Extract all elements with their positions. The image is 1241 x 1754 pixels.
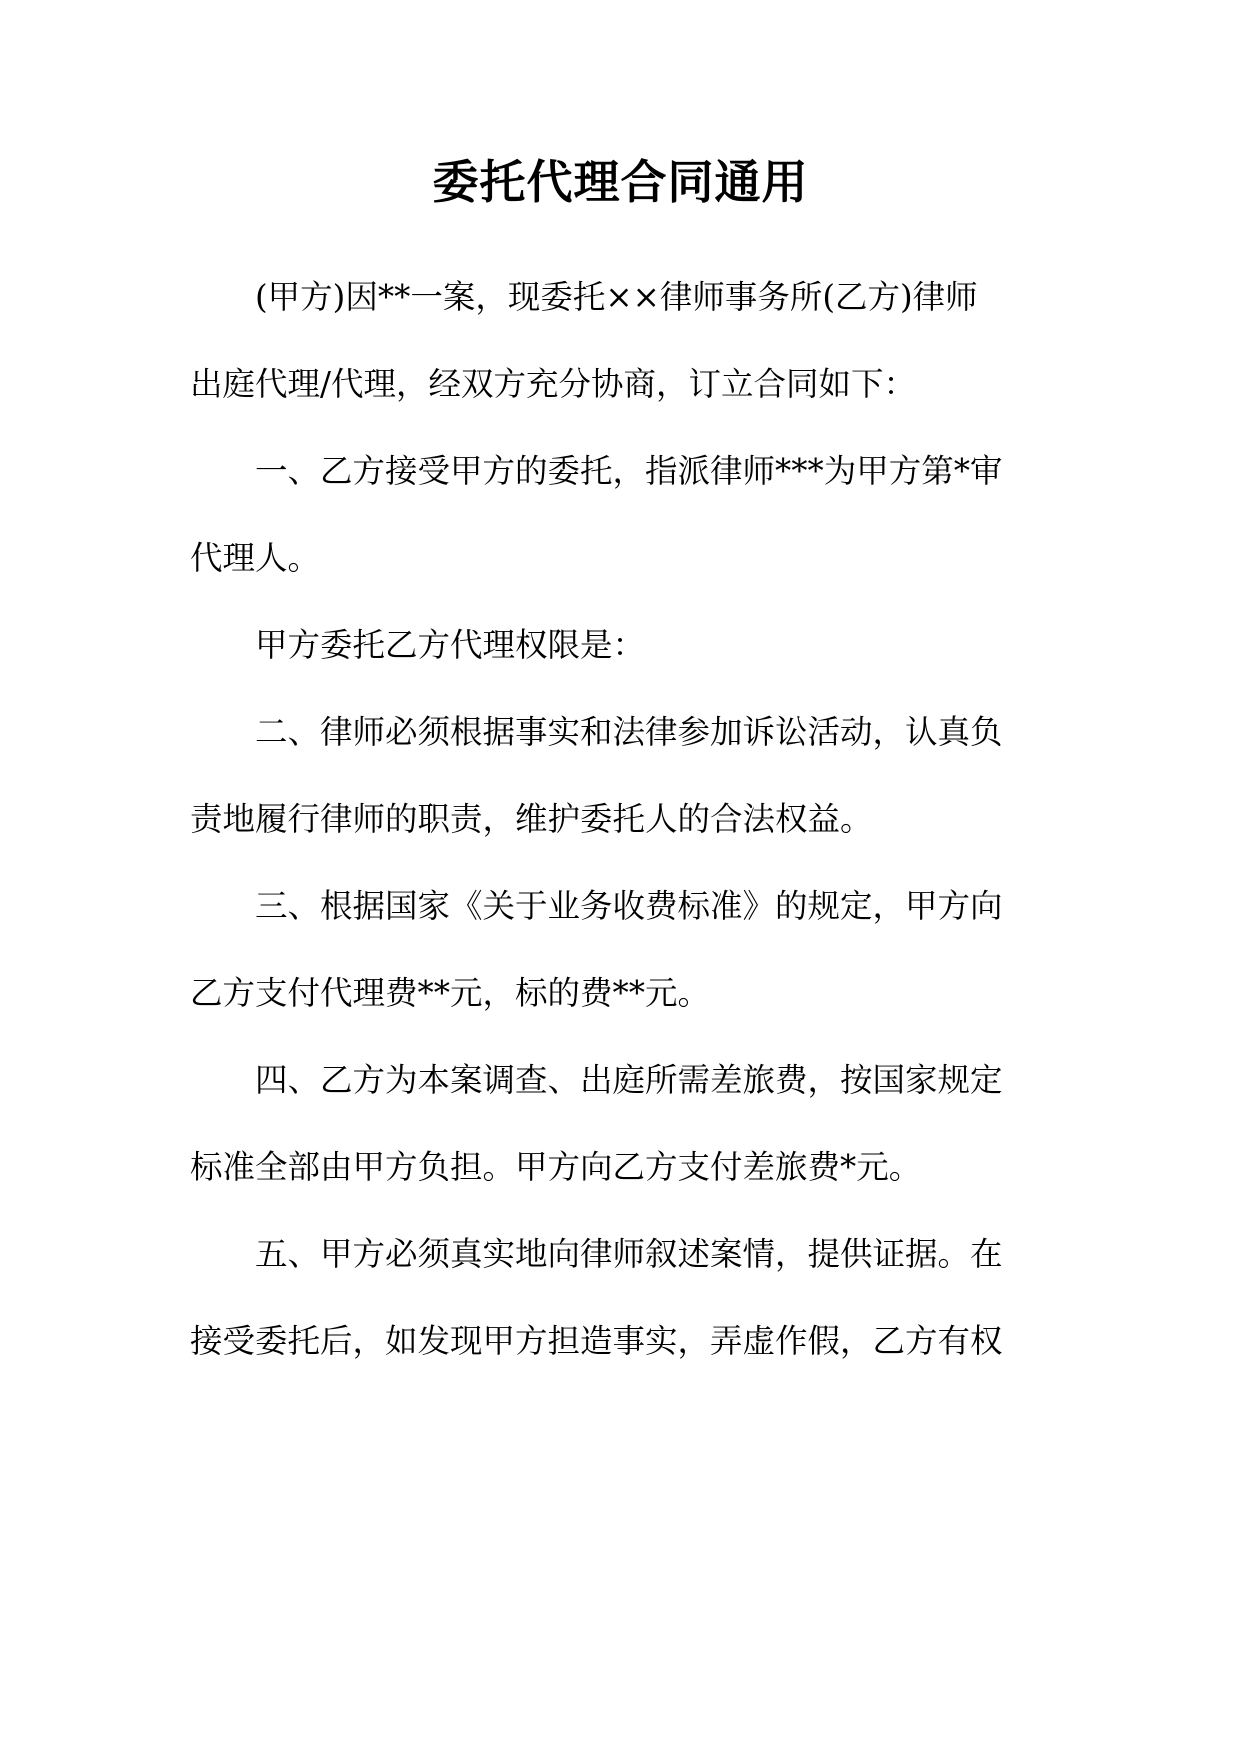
document-title: 委托代理合同通用 [432,155,809,209]
paragraph-intro-line-1: (甲方)因**一案，现委托××律师事务所(乙方)律师 [255,278,978,316]
clause-2-line-2: 责地履行律师的职责，维护委托人的合法权益。 [190,800,873,838]
paragraph-intro-line-2: 出庭代理/代理，经双方充分协商，订立合同如下： [190,365,916,403]
clause-1-line-1: 一、乙方接受甲方的委托，指派律师***为甲方第*审 [255,452,1003,490]
clause-3-line-2: 乙方支付代理费**元，标的费**元。 [190,974,711,1012]
clause-5-line-1: 五、甲方必须真实地向律师叙述案情，提供证据。在 [255,1235,1003,1273]
clause-5-line-2: 接受委托后，如发现甲方担造事实，弄虚作假，乙方有权 [190,1322,1003,1360]
authority-line: 甲方委托乙方代理权限是： [255,626,646,664]
clause-4-line-1: 四、乙方为本案调查、出庭所需差旅费，按国家规定 [255,1061,1003,1099]
clause-2-line-1: 二、律师必须根据事实和法律参加诉讼活动，认真负 [255,713,1003,751]
clause-4-line-2: 标准全部由甲方负担。甲方向乙方支付差旅费*元。 [190,1148,922,1186]
clause-3-line-1: 三、根据国家《关于业务收费标准》的规定，甲方向 [255,887,1003,925]
clause-1-line-2: 代理人。 [190,539,321,577]
